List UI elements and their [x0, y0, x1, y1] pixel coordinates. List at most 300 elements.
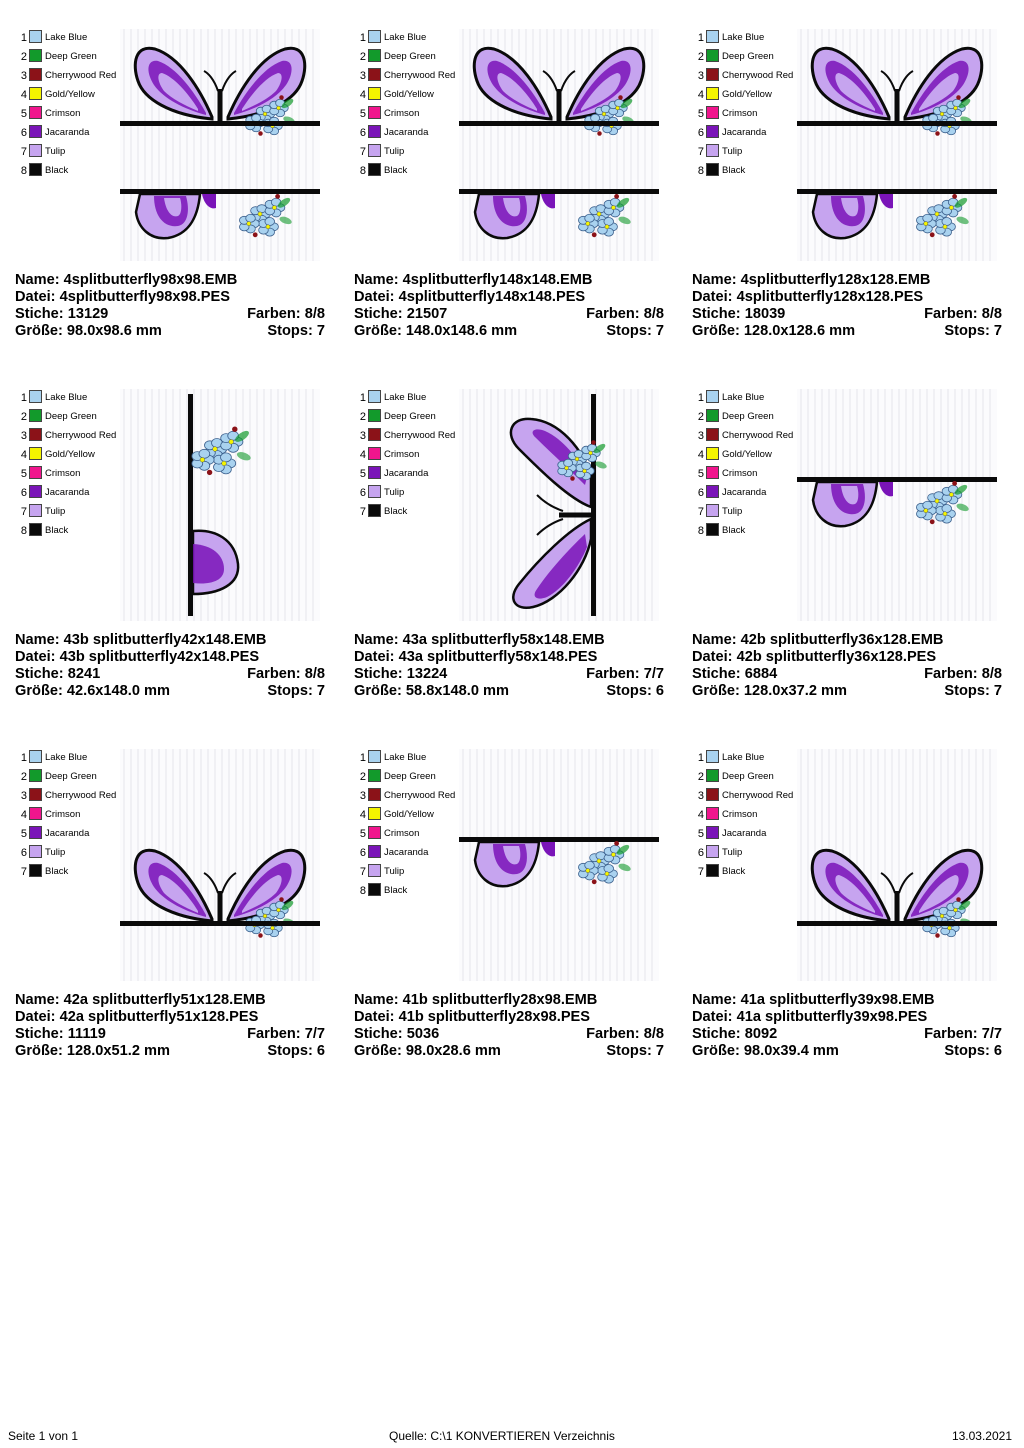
thread-color-row — [692, 749, 802, 768]
color-swatch — [368, 30, 381, 43]
thread-index: 1 — [359, 32, 366, 44]
thread-color-row — [15, 522, 125, 541]
print-date: 13.03.2021 — [951, 1429, 1012, 1443]
color-swatch — [368, 87, 381, 100]
thread-color-row — [15, 408, 125, 427]
thread-name: Tulip — [384, 866, 405, 877]
file-label: Datei: — [15, 1009, 56, 1025]
design-card — [354, 389, 674, 729]
thread-name: Tulip — [384, 146, 405, 157]
thread-index: 4 — [20, 449, 27, 461]
color-swatch — [29, 409, 42, 422]
thread-name: Black — [45, 165, 69, 176]
embroidery-preview — [459, 29, 659, 261]
size-label: Größe: — [354, 1043, 402, 1059]
thread-index: 4 — [697, 89, 704, 101]
file-label: Datei: — [354, 649, 395, 665]
thread-index: 7 — [697, 146, 704, 158]
stitches-row — [692, 1026, 1002, 1043]
size-row — [15, 1043, 325, 1060]
thread-name: Tulip — [722, 146, 743, 157]
name-label: Name: — [692, 632, 737, 648]
thread-name: Crimson — [45, 809, 81, 820]
stitch-count: 8241 — [67, 666, 101, 682]
name-row — [15, 632, 325, 649]
design-size: 98.0x98.6 mm — [66, 323, 162, 339]
thread-index: 3 — [697, 790, 704, 802]
thread-name: Cherrywood Red — [384, 790, 456, 801]
design-info — [692, 992, 1002, 1060]
thread-name: Jacaranda — [384, 127, 429, 138]
thread-index: 2 — [359, 771, 366, 783]
thread-name: Tulip — [45, 146, 66, 157]
thread-index: 2 — [20, 771, 27, 783]
design-name: 4splitbutterfly98x98.EMB — [63, 272, 238, 288]
file-label: Datei: — [692, 1009, 733, 1025]
name-row — [15, 272, 325, 289]
thread-name: Jacaranda — [722, 828, 767, 839]
design-name: 41a splitbutterfly39x98.EMB — [740, 992, 935, 1008]
thread-color-row — [692, 162, 802, 181]
thread-name: Gold/Yellow — [384, 89, 434, 100]
color-swatch — [706, 125, 719, 138]
color-swatch — [29, 750, 42, 763]
thread-name: Tulip — [45, 847, 66, 858]
thread-index: 2 — [359, 411, 366, 423]
thread-index: 6 — [359, 127, 366, 139]
thread-index: 4 — [697, 449, 704, 461]
thread-index: 8 — [359, 165, 366, 177]
name-label: Name: — [15, 992, 60, 1008]
thread-name: Jacaranda — [45, 828, 90, 839]
embroidery-preview — [459, 749, 659, 981]
stitches-label: Stiche: — [692, 666, 741, 682]
thread-color-row — [15, 389, 125, 408]
thread-color-row — [354, 105, 464, 124]
thread-name: Cherrywood Red — [722, 70, 794, 81]
stitches-label: Stiche: — [15, 306, 64, 322]
thread-color-row — [354, 825, 464, 844]
design-card — [15, 389, 335, 729]
thread-index: 5 — [20, 468, 27, 480]
color-swatch — [29, 504, 42, 517]
thread-color-row — [692, 465, 802, 484]
thread-name: Jacaranda — [722, 487, 767, 498]
thread-color-row — [354, 749, 464, 768]
thread-name: Crimson — [722, 809, 758, 820]
stops-label: Stops: — [267, 1043, 313, 1059]
thread-color-row — [692, 143, 802, 162]
stitches-label: Stiche: — [15, 666, 64, 682]
design-card — [692, 29, 1012, 369]
thread-index: 6 — [20, 847, 27, 859]
thread-index: 4 — [359, 89, 366, 101]
stitches-row — [15, 1026, 325, 1043]
thread-index: 2 — [697, 771, 704, 783]
stop-count: 7 — [316, 683, 325, 699]
design-card — [354, 29, 674, 369]
design-name: 41b splitbutterfly28x98.EMB — [402, 992, 598, 1008]
stops-label: Stops: — [944, 323, 990, 339]
thread-index: 6 — [20, 487, 27, 499]
stitch-count: 13129 — [67, 306, 109, 322]
design-size: 58.8x148.0 mm — [405, 683, 509, 699]
name-label: Name: — [354, 632, 399, 648]
color-count: 7/7 — [981, 1026, 1002, 1042]
thread-color-row — [692, 29, 802, 48]
thread-name: Deep Green — [722, 411, 774, 422]
thread-color-row — [692, 446, 802, 465]
size-label: Größe: — [15, 1043, 63, 1059]
thread-index: 3 — [20, 790, 27, 802]
thread-color-row — [15, 749, 125, 768]
color-swatch — [706, 409, 719, 422]
size-label: Größe: — [692, 1043, 740, 1059]
size-label: Größe: — [692, 683, 740, 699]
name-label: Name: — [354, 992, 399, 1008]
thread-color-row — [15, 124, 125, 143]
stitches-label: Stiche: — [354, 306, 403, 322]
thread-name: Cherrywood Red — [384, 430, 456, 441]
thread-color-row — [692, 48, 802, 67]
thread-name: Jacaranda — [722, 127, 767, 138]
stitches-row — [692, 306, 1002, 323]
thread-color-row — [354, 806, 464, 825]
color-swatch — [706, 750, 719, 763]
thread-color-row — [692, 427, 802, 446]
color-swatch — [368, 826, 381, 839]
size-label: Größe: — [15, 683, 63, 699]
stop-count: 7 — [655, 323, 664, 339]
name-row — [15, 992, 325, 1009]
thread-index: 8 — [697, 525, 704, 537]
stop-count: 7 — [993, 323, 1002, 339]
color-swatch — [706, 864, 719, 877]
thread-index: 6 — [20, 127, 27, 139]
thread-index: 4 — [697, 809, 704, 821]
name-row — [692, 632, 1002, 649]
thread-index: 7 — [697, 506, 704, 518]
thread-name: Tulip — [384, 487, 405, 498]
thread-name: Black — [45, 525, 69, 536]
design-info — [15, 992, 325, 1060]
thread-name: Crimson — [722, 108, 758, 119]
design-info — [354, 632, 664, 700]
stitches-row — [692, 666, 1002, 683]
file-row — [354, 289, 664, 306]
file-label: Datei: — [354, 289, 395, 305]
name-row — [354, 992, 664, 1009]
color-swatch — [29, 826, 42, 839]
color-count: 7/7 — [643, 666, 664, 682]
design-size: 98.0x28.6 mm — [405, 1043, 501, 1059]
design-size: 128.0x128.6 mm — [743, 323, 856, 339]
name-label: Name: — [15, 632, 60, 648]
thread-color-row — [15, 844, 125, 863]
thread-name: Lake Blue — [45, 752, 88, 763]
thread-color-row — [354, 484, 464, 503]
stitches-row — [354, 666, 664, 683]
thread-name: Deep Green — [45, 411, 97, 422]
design-size: 42.6x148.0 mm — [66, 683, 170, 699]
thread-name: Black — [722, 866, 746, 877]
thread-palette — [692, 29, 802, 181]
file-row — [354, 1009, 664, 1026]
design-name: 4splitbutterfly128x128.EMB — [740, 272, 931, 288]
thread-palette — [354, 749, 464, 901]
thread-index: 5 — [20, 828, 27, 840]
design-file: 42a splitbutterfly51x128.PES — [59, 1009, 259, 1025]
thread-name: Gold/Yellow — [722, 89, 772, 100]
file-row — [15, 1009, 325, 1026]
color-swatch — [368, 807, 381, 820]
thread-palette — [15, 389, 125, 541]
size-label: Größe: — [354, 323, 402, 339]
thread-color-row — [354, 465, 464, 484]
file-row — [692, 1009, 1002, 1026]
thread-index: 7 — [359, 866, 366, 878]
design-card — [15, 749, 335, 1089]
thread-name: Lake Blue — [722, 392, 765, 403]
thread-index: 5 — [359, 468, 366, 480]
color-swatch — [29, 390, 42, 403]
design-card — [692, 389, 1012, 729]
thread-color-row — [15, 465, 125, 484]
thread-name: Cherrywood Red — [384, 70, 456, 81]
thread-color-row — [692, 503, 802, 522]
color-swatch — [706, 163, 719, 176]
thread-index: 2 — [20, 411, 27, 423]
thread-index: 3 — [20, 430, 27, 442]
thread-color-row — [354, 503, 464, 522]
thread-name: Cherrywood Red — [45, 430, 117, 441]
thread-color-row — [692, 787, 802, 806]
color-swatch — [706, 826, 719, 839]
color-swatch — [368, 788, 381, 801]
thread-name: Jacaranda — [45, 487, 90, 498]
color-swatch — [29, 523, 42, 536]
stop-count: 6 — [655, 683, 664, 699]
thread-color-row — [692, 67, 802, 86]
color-swatch — [29, 49, 42, 62]
color-swatch — [706, 845, 719, 858]
stitches-label: Stiche: — [692, 1026, 741, 1042]
thread-name: Lake Blue — [384, 32, 427, 43]
thread-color-row — [354, 86, 464, 105]
thread-palette — [692, 749, 802, 882]
colors-label: Farben: — [924, 666, 978, 682]
thread-name: Lake Blue — [722, 32, 765, 43]
thread-color-row — [15, 787, 125, 806]
thread-index: 2 — [697, 411, 704, 423]
size-row — [354, 683, 664, 700]
thread-color-row — [15, 67, 125, 86]
thread-name: Tulip — [722, 847, 743, 858]
thread-name: Lake Blue — [384, 392, 427, 403]
stitches-label: Stiche: — [354, 666, 403, 682]
thread-index: 1 — [697, 752, 704, 764]
thread-color-row — [15, 863, 125, 882]
file-label: Datei: — [354, 1009, 395, 1025]
thread-index: 3 — [359, 790, 366, 802]
file-label: Datei: — [15, 649, 56, 665]
thread-name: Lake Blue — [45, 392, 88, 403]
color-swatch — [368, 144, 381, 157]
color-swatch — [368, 68, 381, 81]
color-swatch — [29, 87, 42, 100]
thread-name: Black — [384, 506, 408, 517]
color-swatch — [368, 428, 381, 441]
color-swatch — [706, 769, 719, 782]
thread-color-row — [692, 105, 802, 124]
name-row — [692, 992, 1002, 1009]
thread-name: Black — [384, 885, 408, 896]
color-count: 8/8 — [981, 306, 1002, 322]
colors-label: Farben: — [586, 666, 640, 682]
name-label: Name: — [354, 272, 399, 288]
color-swatch — [368, 845, 381, 858]
name-row — [692, 272, 1002, 289]
color-swatch — [706, 87, 719, 100]
thread-color-row — [692, 806, 802, 825]
color-swatch — [368, 466, 381, 479]
thread-index: 5 — [359, 108, 366, 120]
color-swatch — [368, 49, 381, 62]
color-swatch — [368, 504, 381, 517]
color-swatch — [706, 788, 719, 801]
thread-name: Black — [45, 866, 69, 877]
design-name: 42b splitbutterfly36x128.EMB — [740, 632, 944, 648]
thread-color-row — [354, 143, 464, 162]
design-info — [15, 272, 325, 340]
color-swatch — [368, 106, 381, 119]
design-name: 43a splitbutterfly58x148.EMB — [402, 632, 605, 648]
color-swatch — [29, 864, 42, 877]
file-row — [692, 289, 1002, 306]
thread-name: Deep Green — [722, 51, 774, 62]
stop-count: 7 — [655, 1043, 664, 1059]
thread-index: 5 — [20, 108, 27, 120]
thread-palette — [354, 389, 464, 522]
thread-index: 6 — [697, 487, 704, 499]
colors-label: Farben: — [586, 1026, 640, 1042]
thread-index: 7 — [359, 506, 366, 518]
thread-palette — [692, 389, 802, 541]
color-swatch — [368, 864, 381, 877]
size-row — [354, 323, 664, 340]
thread-name: Tulip — [45, 506, 66, 517]
thread-color-row — [354, 787, 464, 806]
size-row — [354, 1043, 664, 1060]
file-row — [15, 289, 325, 306]
thread-name: Jacaranda — [384, 847, 429, 858]
thread-color-row — [15, 768, 125, 787]
thread-index: 4 — [20, 809, 27, 821]
name-label: Name: — [692, 992, 737, 1008]
design-name: 4splitbutterfly148x148.EMB — [402, 272, 593, 288]
color-swatch — [29, 163, 42, 176]
stitch-count: 8092 — [744, 1026, 778, 1042]
color-count: 8/8 — [304, 666, 325, 682]
color-swatch — [29, 30, 42, 43]
color-swatch — [368, 485, 381, 498]
thread-name: Crimson — [384, 828, 420, 839]
thread-palette — [15, 749, 125, 882]
design-file: 42b splitbutterfly36x128.PES — [736, 649, 937, 665]
stops-label: Stops: — [267, 323, 313, 339]
color-swatch — [29, 447, 42, 460]
color-swatch — [706, 807, 719, 820]
thread-index: 1 — [359, 392, 366, 404]
color-swatch — [706, 485, 719, 498]
thread-index: 3 — [359, 70, 366, 82]
thread-name: Lake Blue — [384, 752, 427, 763]
thread-name: Crimson — [384, 108, 420, 119]
thread-index: 2 — [359, 51, 366, 63]
thread-color-row — [354, 844, 464, 863]
stitches-label: Stiche: — [692, 306, 741, 322]
color-count: 8/8 — [304, 306, 325, 322]
file-row — [354, 649, 664, 666]
thread-index: 5 — [697, 108, 704, 120]
stops-label: Stops: — [267, 683, 313, 699]
page-footer — [0, 1429, 1024, 1445]
thread-name: Deep Green — [722, 771, 774, 782]
thread-index: 3 — [359, 430, 366, 442]
stitch-count: 21507 — [406, 306, 448, 322]
thread-name: Deep Green — [384, 771, 436, 782]
color-swatch — [29, 788, 42, 801]
file-label: Datei: — [692, 289, 733, 305]
thread-name: Jacaranda — [45, 127, 90, 138]
thread-index: 5 — [697, 468, 704, 480]
size-row — [15, 683, 325, 700]
color-swatch — [368, 769, 381, 782]
color-swatch — [706, 428, 719, 441]
design-card — [692, 749, 1012, 1089]
thread-name: Gold/Yellow — [45, 89, 95, 100]
thread-name: Crimson — [45, 468, 81, 479]
color-swatch — [706, 504, 719, 517]
thread-name: Deep Green — [384, 411, 436, 422]
color-swatch — [29, 485, 42, 498]
name-label: Name: — [692, 272, 737, 288]
thread-color-row — [15, 29, 125, 48]
thread-color-row — [354, 29, 464, 48]
embroidery-preview — [120, 749, 320, 981]
design-file: 4splitbutterfly128x128.PES — [736, 289, 924, 305]
thread-index: 7 — [20, 866, 27, 878]
stop-count: 6 — [993, 1043, 1002, 1059]
color-swatch — [29, 68, 42, 81]
color-swatch — [29, 428, 42, 441]
color-swatch — [29, 125, 42, 138]
design-card — [354, 749, 674, 1089]
thread-index: 5 — [697, 828, 704, 840]
design-name: 43b splitbutterfly42x148.EMB — [63, 632, 267, 648]
thread-index: 4 — [359, 809, 366, 821]
thread-name: Black — [722, 525, 746, 536]
design-info — [692, 632, 1002, 700]
thread-name: Lake Blue — [45, 32, 88, 43]
stitches-row — [354, 306, 664, 323]
thread-color-row — [354, 389, 464, 408]
thread-name: Deep Green — [45, 51, 97, 62]
size-row — [692, 1043, 1002, 1060]
thread-index: 5 — [359, 828, 366, 840]
color-swatch — [368, 163, 381, 176]
design-file: 4splitbutterfly148x148.PES — [398, 289, 586, 305]
